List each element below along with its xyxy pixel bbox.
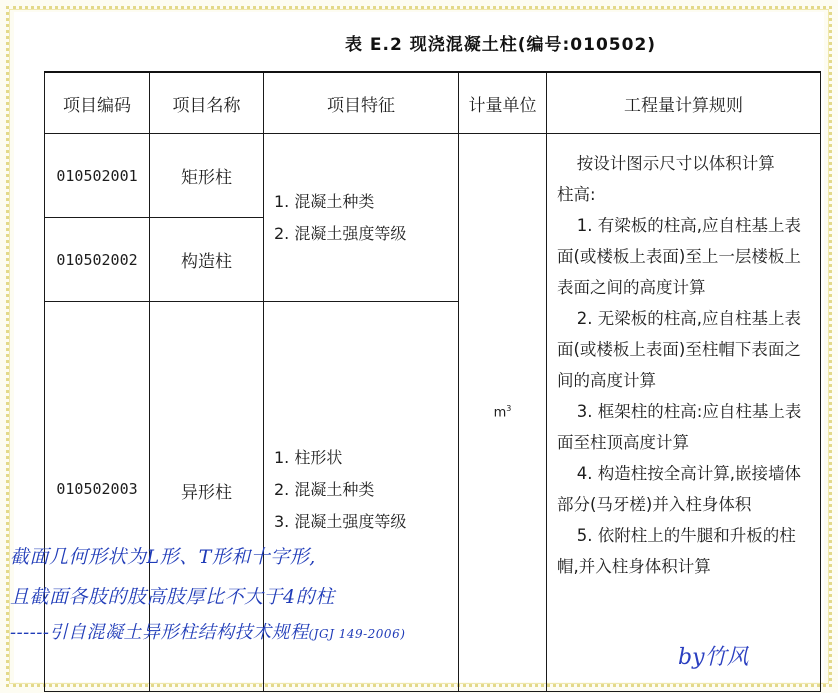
feature-line: 3. 混凝土强度等级	[274, 512, 407, 531]
header-unit: 计量单位	[459, 72, 547, 134]
header-code: 项目编码	[45, 72, 150, 134]
unit-superscript: 3	[506, 404, 512, 414]
rule-line: 5. 依附柱上的牛腿和升板的柱帽,并入柱身体积计算	[557, 526, 796, 576]
handwritten-note-line: 且截面各肢的肢高肢厚比不大于4的柱	[10, 586, 335, 608]
header-name: 项目名称	[150, 72, 264, 134]
feature-line: 1. 混凝土种类	[274, 191, 375, 211]
item-features	[264, 134, 459, 302]
note-source-text: ------引自混凝土异形柱结构技术规程	[10, 622, 309, 643]
handwritten-note-source	[10, 618, 405, 644]
item-code: 010502002	[45, 218, 150, 302]
feature-line: 2. 混凝土种类	[274, 480, 375, 499]
author-signature: by竹风	[678, 645, 749, 670]
calculation-rules	[547, 134, 821, 692]
item-name: 异形柱	[150, 302, 264, 692]
table-row	[45, 134, 821, 218]
rule-line: 2. 无梁板的柱高,应自柱基上表面(或楼板上表面)至柱帽下表面之间的高度计算	[557, 309, 802, 390]
item-code: 010502003	[45, 302, 150, 692]
unit-value: m	[493, 405, 507, 421]
feature-line: 2. 混凝土强度等级	[274, 223, 407, 243]
rule-line: 按设计图示尺寸以体积计算	[576, 154, 775, 173]
header-features: 项目特征	[264, 72, 459, 134]
table-title: 表 E.2 现浇混凝土柱(编号:010502)	[345, 35, 657, 55]
header-rules: 工程量计算规则	[547, 72, 821, 134]
item-name: 构造柱	[150, 218, 264, 302]
note-source-ref: (JGJ 149-2006)	[308, 627, 406, 641]
rule-line: 柱高:	[557, 185, 596, 204]
rule-line: 3. 框架柱的柱高:应自柱基上表面至柱顶高度计算	[557, 402, 802, 452]
handwritten-note-line: 截面几何形状为L形、T形和十字形,	[10, 546, 316, 568]
item-code: 010502001	[45, 134, 150, 218]
item-name: 矩形柱	[150, 134, 264, 218]
rule-line: 4. 构造柱按全高计算,嵌接墙体部分(马牙槎)并入柱身体积	[557, 464, 802, 514]
rule-line: 1. 有梁板的柱高,应自柱基上表面(或楼板上表面)至上一层楼板上表面之间的高度计算	[557, 216, 802, 297]
table-header-row	[45, 72, 821, 134]
unit-cell	[459, 134, 547, 692]
feature-line: 1. 柱形状	[274, 448, 343, 467]
